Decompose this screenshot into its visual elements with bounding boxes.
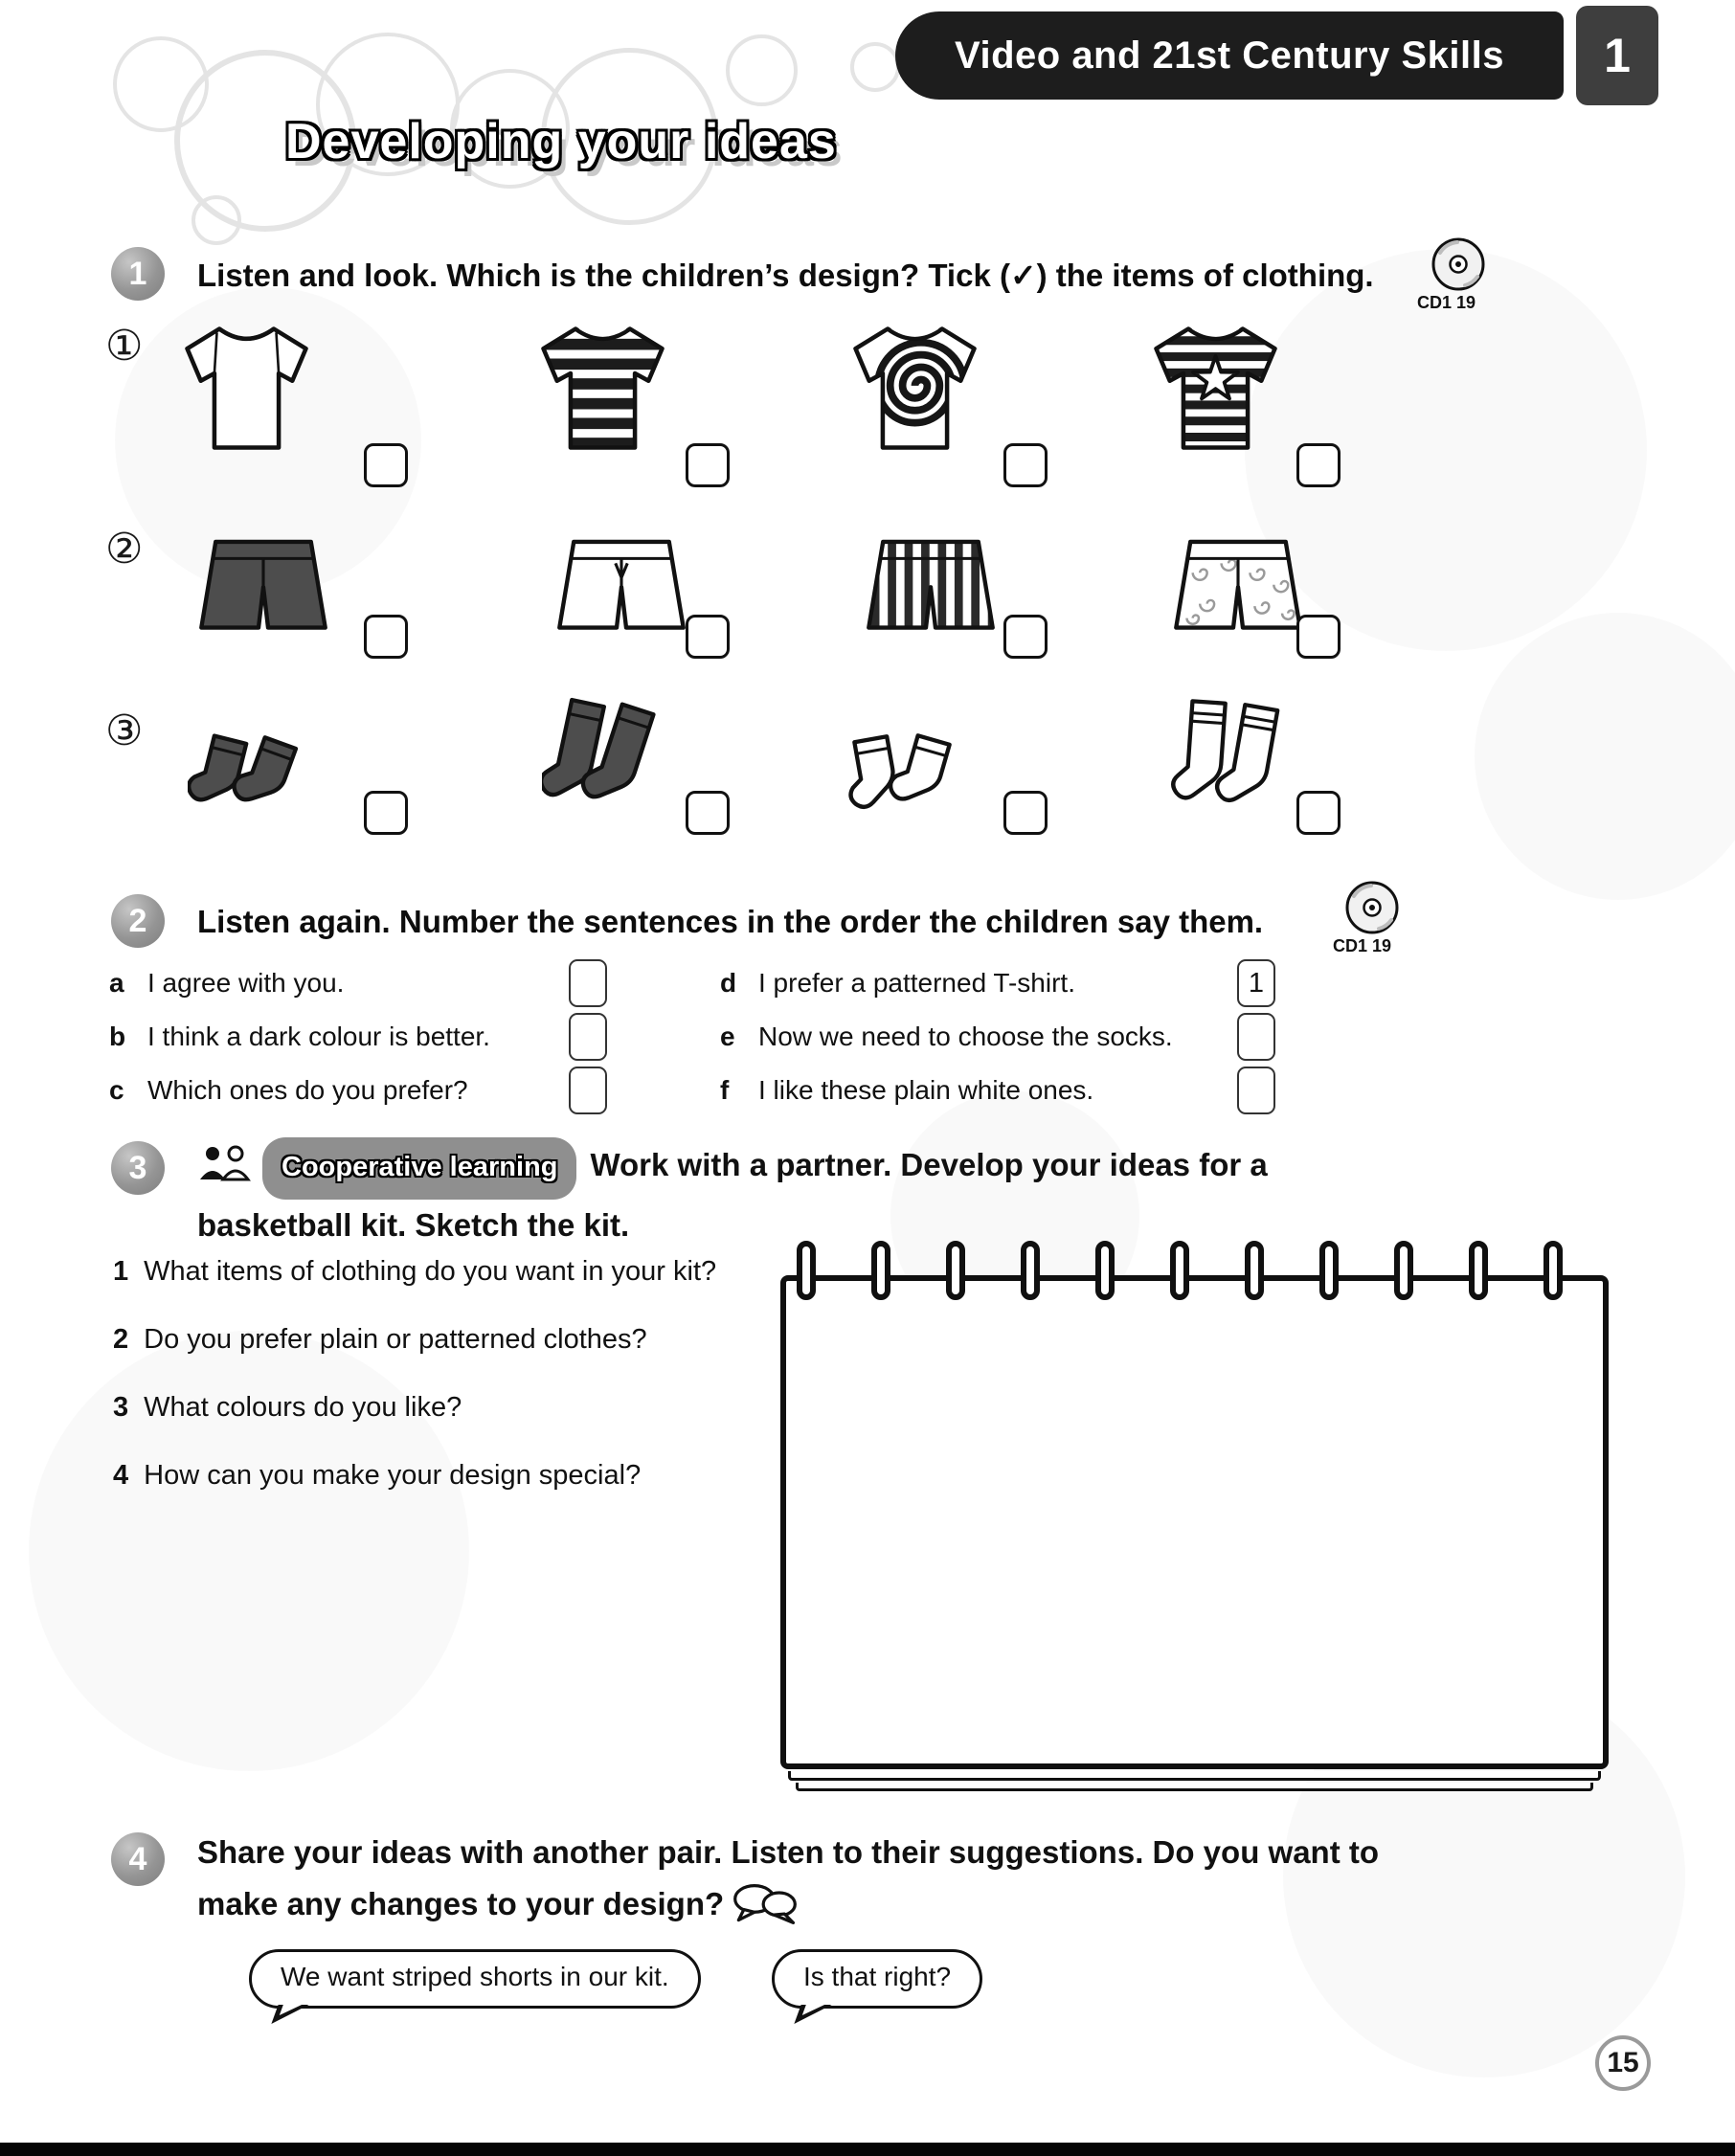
spiral-ring — [1394, 1241, 1413, 1300]
cd-track-label: CD1 19 — [1417, 293, 1476, 312]
checkbox-socks-2[interactable] — [686, 791, 730, 835]
cooperative-learning-label: Cooperative learning — [282, 1152, 558, 1182]
checkbox-tshirt-1[interactable] — [364, 443, 408, 487]
answer-box-f[interactable] — [1237, 1067, 1275, 1114]
question-1 — [113, 1256, 716, 1288]
decorative-circle — [726, 34, 798, 106]
decorative-circle — [850, 42, 900, 92]
spiral-ring — [797, 1241, 816, 1300]
spiral-ring — [1245, 1241, 1264, 1300]
sentence-letter: a — [109, 968, 124, 998]
checkbox-shorts-4[interactable] — [1296, 615, 1341, 659]
speech-bubbles-icon — [732, 1880, 799, 1928]
dark-ankle-socks — [188, 699, 317, 822]
dark-long-socks — [542, 695, 671, 819]
activity-2-number: 2 — [128, 902, 147, 939]
white-long-socks — [1170, 695, 1299, 819]
sketch-notepad[interactable] — [780, 1275, 1609, 1769]
sentence-text: I prefer a patterned T-shirt. — [758, 968, 1075, 998]
sentence-row-d — [720, 959, 1275, 1007]
spiral-ring — [1021, 1241, 1040, 1300]
striped-star-tshirt — [1141, 319, 1290, 458]
patterned-shorts — [1166, 532, 1310, 640]
answer-box-b[interactable] — [569, 1013, 607, 1061]
decorative-circle — [1475, 613, 1735, 900]
cd-icon — [1429, 236, 1490, 297]
checkbox-shorts-2[interactable] — [686, 615, 730, 659]
question-number: 4 — [113, 1460, 129, 1491]
activity-4-instruction-line — [197, 1827, 1423, 1930]
header-title: Video and 21st Century Skills — [955, 34, 1504, 77]
striped-tshirt — [529, 319, 677, 458]
sentence-text: Now we need to choose the socks. — [758, 1022, 1173, 1051]
sentence-letter: b — [109, 1022, 126, 1051]
sentence-letter: c — [109, 1075, 124, 1105]
striped-shorts — [859, 532, 1003, 640]
sentence-row-f — [720, 1067, 1275, 1114]
checkbox-tshirt-2[interactable] — [686, 443, 730, 487]
question-number: 1 — [113, 1256, 129, 1287]
white-ankle-socks — [841, 699, 970, 822]
activity-4-instruction: Share your ideas with another pair. Listen to their suggestions. Do you want to make any changes to your design? — [197, 1834, 1380, 1921]
white-shorts — [550, 532, 693, 640]
spiral-ring — [1469, 1241, 1488, 1300]
spiral-ring — [1170, 1241, 1189, 1300]
question-text: Do you prefer plain or patterned clothes? — [144, 1324, 647, 1355]
activity-3-instruction-line — [197, 1137, 1332, 1251]
sentence-text: I agree with you. — [147, 968, 345, 998]
sentence-text: I think a dark colour is better. — [147, 1022, 490, 1051]
sentence-row-e — [720, 1013, 1275, 1061]
question-3 — [113, 1392, 462, 1424]
checkbox-tshirt-3[interactable] — [1003, 443, 1048, 487]
swirl-tshirt — [841, 319, 989, 458]
spiral-ring — [1543, 1241, 1563, 1300]
question-text: What colours do you like? — [144, 1392, 462, 1423]
page-footer-bar — [0, 2143, 1735, 2156]
answer-box-e[interactable] — [1237, 1013, 1275, 1061]
sentence-row-b — [109, 1013, 607, 1061]
page-number-value: 15 — [1607, 2047, 1639, 2078]
activity-4-number: 4 — [128, 1840, 147, 1877]
activity-4-badge — [111, 1832, 165, 1886]
answer-box-d[interactable]: 1 — [1237, 959, 1275, 1007]
decorative-circle — [192, 195, 241, 245]
cooperative-learning-badge — [262, 1137, 576, 1200]
notepad-page-edge — [788, 1771, 1601, 1781]
sentence-text: Which ones do you prefer? — [147, 1075, 468, 1105]
checkbox-tshirt-4[interactable] — [1296, 443, 1341, 487]
checkbox-socks-1[interactable] — [364, 791, 408, 835]
row-1-label: ① — [105, 323, 144, 370]
sentence-row-c — [109, 1067, 607, 1114]
activity-2-badge — [111, 894, 165, 948]
sentence-letter: f — [720, 1075, 730, 1105]
unit-number: 1 — [1604, 29, 1631, 82]
spiral-ring — [946, 1241, 965, 1300]
activity-1-instruction: Listen and look. Which is the children’s design? Tick (✓) the items of clothing. — [197, 258, 1374, 293]
people-icon — [197, 1145, 253, 1181]
activity-3-badge — [111, 1141, 165, 1195]
question-4 — [113, 1460, 641, 1492]
speech-bubble-1: We want striped shorts in our kit. — [249, 1949, 701, 2009]
answer-box-a[interactable] — [569, 959, 607, 1007]
cd-track-label: CD1 19 — [1333, 936, 1392, 955]
speech-bubble-2: Is that right? — [772, 1949, 982, 2009]
spiral-ring — [1095, 1241, 1115, 1300]
spiral-ring — [1319, 1241, 1339, 1300]
page-number — [1595, 2035, 1651, 2091]
header-banner — [895, 11, 1564, 100]
question-text: What items of clothing do you want in your kit? — [144, 1256, 717, 1287]
checkbox-shorts-1[interactable] — [364, 615, 408, 659]
dark-shorts — [192, 532, 335, 640]
question-number: 2 — [113, 1324, 129, 1355]
row-3-label: ③ — [105, 707, 144, 754]
sentence-text: I like these plain white ones. — [758, 1075, 1094, 1105]
cd-icon — [1342, 879, 1404, 940]
activity-2-instruction: Listen again. Number the sentences in the order the children say them. — [197, 904, 1264, 939]
row-2-label: ② — [105, 526, 144, 573]
sentence-letter: d — [720, 968, 737, 998]
sentence-row-a — [109, 959, 607, 1007]
checkbox-socks-4[interactable] — [1296, 791, 1341, 835]
checkbox-shorts-3[interactable] — [1003, 615, 1048, 659]
question-2 — [113, 1324, 647, 1356]
answer-box-c[interactable] — [569, 1067, 607, 1114]
unit-number-tab — [1576, 6, 1658, 105]
spiral-ring — [871, 1241, 890, 1300]
question-text: How can you make your design special? — [144, 1460, 642, 1491]
page-title: Developing your ideas — [285, 114, 837, 169]
notepad-page-edge — [796, 1783, 1593, 1791]
sentence-letter: e — [720, 1022, 735, 1051]
activity-3-instruction: Work with a partner. Develop your ideas for a basketball kit. Sketch the kit. — [197, 1147, 1268, 1243]
question-number: 3 — [113, 1392, 129, 1423]
activity-1-badge — [111, 247, 165, 301]
activity-1-number: 1 — [128, 255, 147, 292]
activity-3-number: 3 — [128, 1149, 147, 1186]
plain-white-tshirt — [172, 319, 321, 458]
checkbox-socks-3[interactable] — [1003, 791, 1048, 835]
